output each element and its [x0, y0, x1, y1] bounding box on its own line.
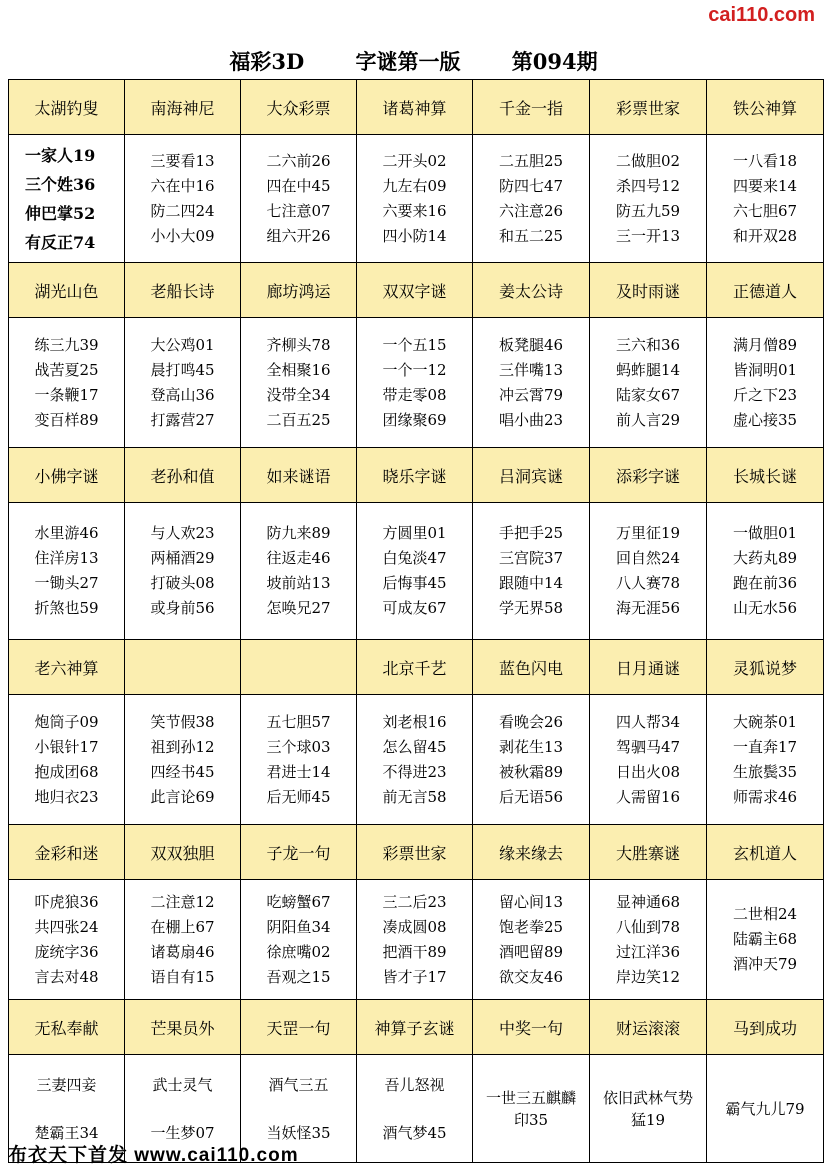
- riddle-line: 炮筒子09: [34, 712, 99, 731]
- riddle-line: 剥花生13: [498, 737, 564, 756]
- title-lottery: 福彩3D: [229, 49, 305, 74]
- riddle-line: 与人欢23: [150, 524, 215, 542]
- riddle-line: 陆家女67: [615, 385, 681, 404]
- column-header: 小佛字谜: [9, 448, 125, 503]
- column-header: 金彩和迷: [9, 825, 125, 880]
- riddle-line: 八人赛78: [615, 574, 681, 592]
- riddle-line: 海无涯56: [615, 599, 681, 617]
- riddle-line: 一做胆01: [732, 524, 798, 542]
- riddle-cell: [473, 695, 590, 825]
- riddle-line: 怎唤兄27: [266, 599, 331, 617]
- riddle-line: 人需留16: [615, 787, 681, 806]
- column-header: 灵狐说梦: [707, 640, 824, 695]
- riddle-line: 在棚上67: [150, 917, 215, 936]
- riddle-cell: [9, 318, 125, 448]
- riddle-line: 满月僧89: [732, 335, 798, 354]
- riddle-cell: [9, 135, 125, 263]
- riddle-line: 大碗茶01: [732, 712, 798, 731]
- riddle-line: 不得进23: [382, 762, 447, 781]
- riddle-line: 楚霸王34: [34, 1123, 99, 1142]
- column-header: 南海神尼: [125, 80, 241, 135]
- riddle-line: 地归衣23: [34, 787, 99, 806]
- riddle-cell: [473, 318, 590, 448]
- column-header: 太湖钓叟: [9, 80, 125, 135]
- column-header: 北京千艺: [357, 640, 473, 695]
- riddle-line: 冲云霄79: [498, 385, 564, 404]
- riddle-line: 吃螃蟹67: [266, 892, 331, 911]
- riddle-line: 吓虎狼36: [34, 892, 99, 911]
- column-header: 中奖一句: [473, 1000, 590, 1055]
- riddle-row: [9, 135, 824, 263]
- column-header: 蓝色闪电: [473, 640, 590, 695]
- column-header: [125, 640, 241, 695]
- riddle-cell: [125, 880, 241, 1000]
- riddle-line: 一生梦07: [150, 1123, 215, 1142]
- riddle-line: 留心间13: [498, 892, 564, 911]
- riddle-row: [9, 695, 824, 825]
- riddle-cell: [241, 695, 357, 825]
- riddle-line: 板凳腿46: [498, 335, 564, 354]
- column-header: 老船长诗: [125, 263, 241, 318]
- riddle-line: 皆洞明01: [732, 360, 798, 379]
- column-header: 大众彩票: [241, 80, 357, 135]
- riddle-line: 四小防14: [382, 226, 447, 245]
- riddle-line: 手把手25: [498, 524, 564, 542]
- riddle-line: 酒气梦45: [382, 1123, 447, 1142]
- riddle-line: 八仙到78: [615, 917, 681, 936]
- riddle-cell: [707, 1055, 824, 1163]
- header-row: [9, 640, 824, 695]
- riddle-line: 一条鞭17: [34, 385, 99, 404]
- riddle-line: 坡前站13: [266, 574, 331, 592]
- riddle-line: 吾观之15: [266, 967, 331, 986]
- riddle-line: 水里游46: [34, 524, 99, 542]
- riddle-cell: [357, 880, 473, 1000]
- riddle-line: 阴阳鱼34: [266, 917, 331, 936]
- riddle-cell: [241, 135, 357, 263]
- column-header: 正德道人: [707, 263, 824, 318]
- riddle-line: 和五二25: [498, 226, 564, 245]
- riddle-cell: [241, 880, 357, 1000]
- header-row: [9, 825, 824, 880]
- riddle-row: [9, 318, 824, 448]
- header-row: [9, 80, 824, 135]
- riddle-line: 学无界58: [498, 599, 564, 617]
- riddle-line: 二六前26: [266, 151, 331, 170]
- riddle-cell: [357, 135, 473, 263]
- riddle-line: 和开双28: [732, 226, 798, 245]
- riddle-line: 酒吧留89: [498, 942, 564, 961]
- riddle-line: 怎么留45: [382, 737, 447, 756]
- riddle-line: 二做胆02: [615, 151, 681, 170]
- riddle-line: 虚心接35: [732, 410, 798, 429]
- riddle-line: 万里征19: [615, 524, 681, 542]
- riddle-line: 防四七47: [498, 176, 564, 195]
- title-edition: 字谜第一版: [355, 49, 461, 74]
- riddle-line: 三二后23: [382, 892, 447, 911]
- riddle-line: 一直奔17: [732, 737, 798, 756]
- riddle-line: 三宫院37: [498, 549, 564, 567]
- riddle-cell: [357, 318, 473, 448]
- riddle-cell: [707, 880, 824, 1000]
- riddle-cell: [125, 695, 241, 825]
- column-header: 天罡一句: [241, 1000, 357, 1055]
- riddle-line: 防九来89: [266, 524, 331, 542]
- header-row: [9, 448, 824, 503]
- riddle-line: 三个姓36: [25, 174, 96, 194]
- column-header: 长城长谜: [707, 448, 824, 503]
- riddle-line: 生旅鬓35: [732, 762, 798, 781]
- riddle-row: [9, 503, 824, 640]
- site-logo[interactable]: cai110.com: [708, 4, 815, 26]
- column-header: 老孙和值: [125, 448, 241, 503]
- riddle-line: 练三九39: [34, 335, 99, 354]
- column-header: 彩票世家: [357, 825, 473, 880]
- riddle-line: 大药丸89: [732, 549, 798, 567]
- riddle-line: 酒冲天79: [732, 955, 798, 973]
- riddle-cell: [590, 1055, 707, 1163]
- riddle-line: 抱成团68: [34, 762, 99, 781]
- column-header: 如来谜语: [241, 448, 357, 503]
- column-header: 玄机道人: [707, 825, 824, 880]
- riddle-line: 刘老根16: [382, 712, 447, 731]
- column-header: 无私奉献: [9, 1000, 125, 1055]
- riddle-line: 四经书45: [150, 762, 215, 781]
- riddle-line: 日出火08: [615, 762, 681, 781]
- header-row: [9, 1000, 824, 1055]
- riddle-cell: [357, 695, 473, 825]
- riddle-cell: [9, 880, 125, 1000]
- riddle-line: 诸葛扇46: [150, 942, 215, 961]
- riddle-line: 三妻四妾: [36, 1075, 97, 1094]
- riddle-line: 小小大09: [150, 226, 215, 245]
- riddle-line: 驾驷马47: [615, 737, 681, 756]
- column-header: 马到成功: [707, 1000, 824, 1055]
- column-header: 缘来缘去: [473, 825, 590, 880]
- riddle-line: 师需求46: [732, 787, 798, 806]
- riddle-line: 把酒干89: [382, 942, 447, 961]
- column-header: 姜太公诗: [473, 263, 590, 318]
- riddle-line: 变百样89: [34, 410, 99, 429]
- column-header: 老六神算: [9, 640, 125, 695]
- riddle-line: 全相聚16: [266, 360, 331, 379]
- column-header: 大胜寨谜: [590, 825, 707, 880]
- riddle-line: 被秋霜89: [498, 762, 564, 781]
- riddle-line: 六在中16: [150, 176, 215, 195]
- riddle-line: 白兔淡47: [382, 549, 447, 567]
- riddle-line: 霸气九儿79: [725, 1099, 805, 1118]
- riddle-line: 二世相24: [732, 905, 798, 923]
- riddle-cell: [473, 1055, 590, 1163]
- riddle-line: 唱小曲23: [498, 410, 564, 429]
- riddle-line: 蚂蚱腿14: [615, 360, 681, 379]
- riddle-line: 跑在前36: [732, 574, 798, 592]
- column-header: 晓乐字谜: [357, 448, 473, 503]
- riddle-line: 凑成圆08: [382, 917, 447, 936]
- riddle-line: 二开头02: [382, 151, 447, 170]
- riddle-cell: [590, 880, 707, 1000]
- riddle-line: 二注意12: [150, 892, 215, 911]
- riddle-line: 皆才子17: [382, 967, 447, 986]
- riddle-cell: [473, 135, 590, 263]
- column-header: 芒果员外: [125, 1000, 241, 1055]
- column-header: 廊坊鸿运: [241, 263, 357, 318]
- riddle-line: 徐庶嘴02: [266, 942, 331, 961]
- riddle-line: 大公鸡01: [150, 335, 215, 354]
- column-header: 及时雨谜: [590, 263, 707, 318]
- riddle-cell: [125, 318, 241, 448]
- riddle-line: 后无师45: [266, 787, 331, 806]
- riddle-line: 打露营27: [150, 410, 215, 429]
- riddle-line: 一世三五麒麟印35: [485, 1088, 576, 1129]
- riddle-line: 三一开13: [615, 226, 681, 245]
- riddle-line: 山无水56: [732, 599, 798, 617]
- riddle-line: 一锄头27: [34, 574, 99, 592]
- riddle-row: [9, 880, 824, 1000]
- riddle-line: 后无语56: [498, 787, 564, 806]
- riddle-line: 岸边笑12: [615, 967, 681, 986]
- riddle-line: 依旧武林气势猛19: [602, 1088, 693, 1129]
- riddle-line: 祖到孙12: [150, 737, 215, 756]
- riddle-line: 没带全34: [266, 385, 331, 404]
- riddle-cell: [125, 135, 241, 263]
- riddle-line: 方圆里01: [382, 524, 447, 542]
- riddle-line: 陆霸主68: [732, 930, 798, 948]
- riddle-cell: [590, 135, 707, 263]
- riddle-cell: [9, 503, 125, 640]
- page-title: [0, 46, 827, 76]
- riddle-line: 打破头08: [150, 574, 215, 592]
- riddle-line: 一八看18: [732, 151, 798, 170]
- riddle-cell: [357, 503, 473, 640]
- riddle-line: 或身前56: [150, 599, 215, 617]
- riddle-line: 五七胆57: [266, 712, 331, 731]
- riddle-line: 两桶酒29: [150, 549, 215, 567]
- riddle-line: 回自然24: [615, 549, 681, 567]
- riddle-cell: [241, 318, 357, 448]
- riddle-line: 可成友67: [382, 599, 447, 617]
- riddle-line: 笑节假38: [150, 712, 215, 731]
- riddle-cell: [590, 318, 707, 448]
- riddle-line: 小银针17: [34, 737, 99, 756]
- riddle-line: 斤之下23: [732, 385, 798, 404]
- riddle-line: 前人言29: [615, 410, 681, 429]
- riddle-line: 跟随中14: [498, 574, 564, 592]
- riddle-cell: [590, 695, 707, 825]
- riddle-line: 防二四24: [150, 201, 215, 220]
- riddle-line: 一家人19: [25, 145, 96, 165]
- riddle-line: 吾儿怒视: [384, 1075, 445, 1094]
- riddle-line: 共四张24: [34, 917, 99, 936]
- riddle-cell: [241, 503, 357, 640]
- riddle-line: 三要看13: [150, 151, 215, 170]
- riddle-line: 二五胆25: [498, 151, 564, 170]
- riddle-line: 当妖怪35: [266, 1123, 331, 1142]
- riddle-line: 带走零08: [382, 385, 447, 404]
- riddle-line: 团缘聚69: [382, 410, 447, 429]
- riddle-line: 齐柳头78: [266, 335, 331, 354]
- riddle-cell: [707, 503, 824, 640]
- riddle-line: 三六和36: [615, 335, 681, 354]
- riddle-line: 二百五25: [266, 410, 331, 429]
- riddle-line: 往返走46: [266, 549, 331, 567]
- column-header: 湖光山色: [9, 263, 125, 318]
- riddle-cell: [707, 695, 824, 825]
- riddle-cell: [473, 503, 590, 640]
- riddle-line: 六要来16: [382, 201, 447, 220]
- riddle-grid: [8, 79, 824, 1163]
- riddle-line: 九左右09: [382, 176, 447, 195]
- riddle-line: 登高山36: [150, 385, 215, 404]
- riddle-cell: [707, 318, 824, 448]
- riddle-line: 有反正74: [25, 232, 96, 252]
- riddle-line: 六七胆67: [732, 201, 798, 220]
- riddle-line: 君进士14: [266, 762, 331, 781]
- riddle-line: 六注意26: [498, 201, 564, 220]
- riddle-line: 此言论69: [150, 787, 215, 806]
- riddle-cell: [357, 1055, 473, 1163]
- column-header: 千金一指: [473, 80, 590, 135]
- riddle-line: 显神通68: [615, 892, 681, 911]
- riddle-line: 欲交友46: [498, 967, 564, 986]
- riddle-line: 过江洋36: [615, 942, 681, 961]
- riddle-cell: [590, 503, 707, 640]
- riddle-line: 酒气三五: [268, 1075, 329, 1094]
- riddle-line: 庞统字36: [34, 942, 99, 961]
- riddle-line: 饱老拳25: [498, 917, 564, 936]
- riddle-cell: [125, 503, 241, 640]
- column-header: 日月通谜: [590, 640, 707, 695]
- riddle-line: 伸巴掌52: [25, 203, 96, 223]
- riddle-line: 一个一12: [382, 360, 447, 379]
- riddle-line: 四人帮34: [615, 712, 681, 731]
- riddle-line: 组六开26: [266, 226, 331, 245]
- riddle-line: 三伴嘴13: [498, 360, 564, 379]
- riddle-cell: [473, 880, 590, 1000]
- riddle-line: 看晚会26: [498, 712, 564, 731]
- column-header: 铁公神算: [707, 80, 824, 135]
- riddle-line: 四在中45: [266, 176, 331, 195]
- riddle-line: 晨打鸣45: [150, 360, 215, 379]
- riddle-line: 折煞也59: [34, 599, 99, 617]
- riddle-line: 言去对48: [34, 967, 99, 986]
- riddle-line: 防五九59: [615, 201, 681, 220]
- riddle-line: 语自有15: [150, 967, 215, 986]
- header-row: [9, 263, 824, 318]
- riddle-line: 一个五15: [382, 335, 447, 354]
- riddle-line: 三个球03: [266, 737, 331, 756]
- title-issue: 第094期: [511, 49, 598, 74]
- riddle-line: 前无言58: [382, 787, 447, 806]
- column-header: 添彩字谜: [590, 448, 707, 503]
- riddle-line: 杀四号12: [615, 176, 681, 195]
- column-header: 吕洞宾谜: [473, 448, 590, 503]
- riddle-cell: [9, 695, 125, 825]
- riddle-line: 战苦夏25: [34, 360, 99, 379]
- column-header: 诸葛神算: [357, 80, 473, 135]
- riddle-line: 四要来14: [732, 176, 798, 195]
- column-header: 彩票世家: [590, 80, 707, 135]
- riddle-line: 武士灵气: [152, 1075, 213, 1094]
- footer-credit: 布衣天下首发 www.cai110.com: [8, 1145, 299, 1166]
- column-header: 神算子玄谜: [357, 1000, 473, 1055]
- riddle-cell: [707, 135, 824, 263]
- column-header: [241, 640, 357, 695]
- column-header: 双双字谜: [357, 263, 473, 318]
- riddle-line: 七注意07: [266, 201, 331, 220]
- column-header: 双双独胆: [125, 825, 241, 880]
- column-header: 子龙一句: [241, 825, 357, 880]
- riddle-line: 住洋房13: [34, 549, 99, 567]
- column-header: 财运滚滚: [590, 1000, 707, 1055]
- riddle-line: 后悔事45: [382, 574, 447, 592]
